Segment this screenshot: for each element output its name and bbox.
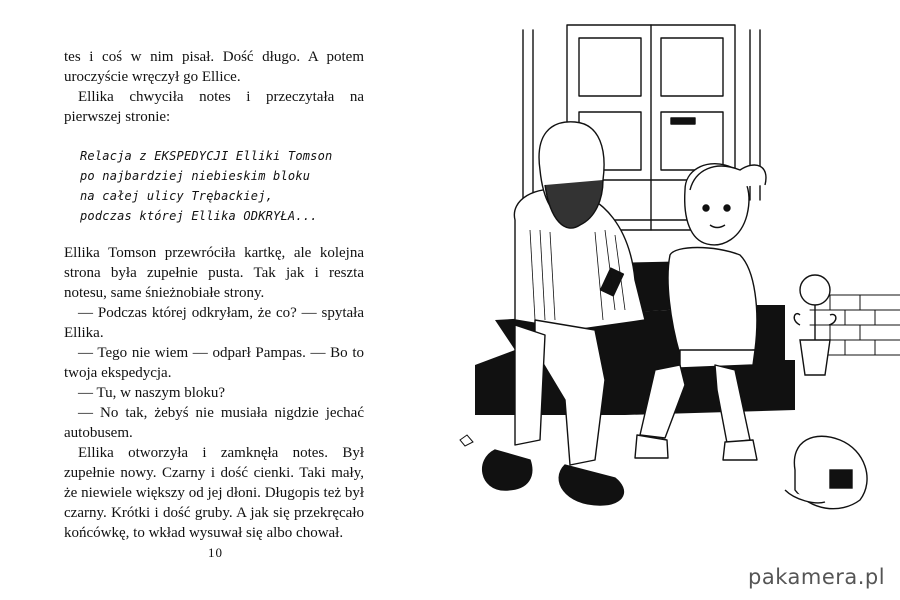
backpack — [785, 436, 867, 508]
watermark: pakamera.pl — [748, 565, 886, 589]
body-text — [64, 47, 364, 543]
dialogue-line: — Tego nie wiem — odparł Pampas. — Bo to twoja ekspedycja. — [64, 345, 364, 381]
notebook-line: po najbardziej niebieskim bloku — [80, 169, 311, 183]
notebook-line: podczas której Ellika ODKRYŁA... — [80, 209, 318, 223]
notebook-inscription — [80, 146, 364, 226]
left-page — [0, 0, 430, 600]
dialogue-line: — Tu, w naszym bloku? — [78, 385, 226, 401]
page-number: 10 — [208, 545, 223, 560]
notebook-line: Relacja z EKSPEDYCJI Elliki Tomson — [80, 149, 333, 163]
dialogue-line: — No tak, żebyś nie musiała nigdzie jechać autobusem. — [64, 405, 364, 441]
paragraph: Ellika chwyciła notes i przeczytała na pierwszej stronie: — [64, 89, 364, 125]
notebook-line: na całej ulicy Trębackiej, — [80, 189, 274, 203]
flower-pot — [794, 275, 836, 375]
paragraph: Ellika Tomson przewróciła kartkę, ale kolejna strona była zupełnie pusta. Tak jak i reszta notesu, same śnieżnobiałe strony. — [64, 245, 364, 301]
step — [475, 350, 515, 415]
paragraph: Ellika otworzyła i zamknęła notes. Był zupełnie nowy. Czarny i dość cienki. Taki mały, że niewiele większy od jej dłoni. Długopis też był czarny. Krótki i dość gruby. A jak się przekręcało końcówkę, to wkład wysuwał się albo chował. — [64, 445, 364, 541]
illustration — [455, 20, 900, 545]
ink-drawing — [455, 20, 900, 545]
dialogue-line: — Podczas której odkryłam, że co? — spytała Ellika. — [64, 305, 364, 341]
paragraph: tes i coś w nim pisał. Dość długo. A potem uroczyście wręczył go Ellice. — [64, 49, 364, 85]
